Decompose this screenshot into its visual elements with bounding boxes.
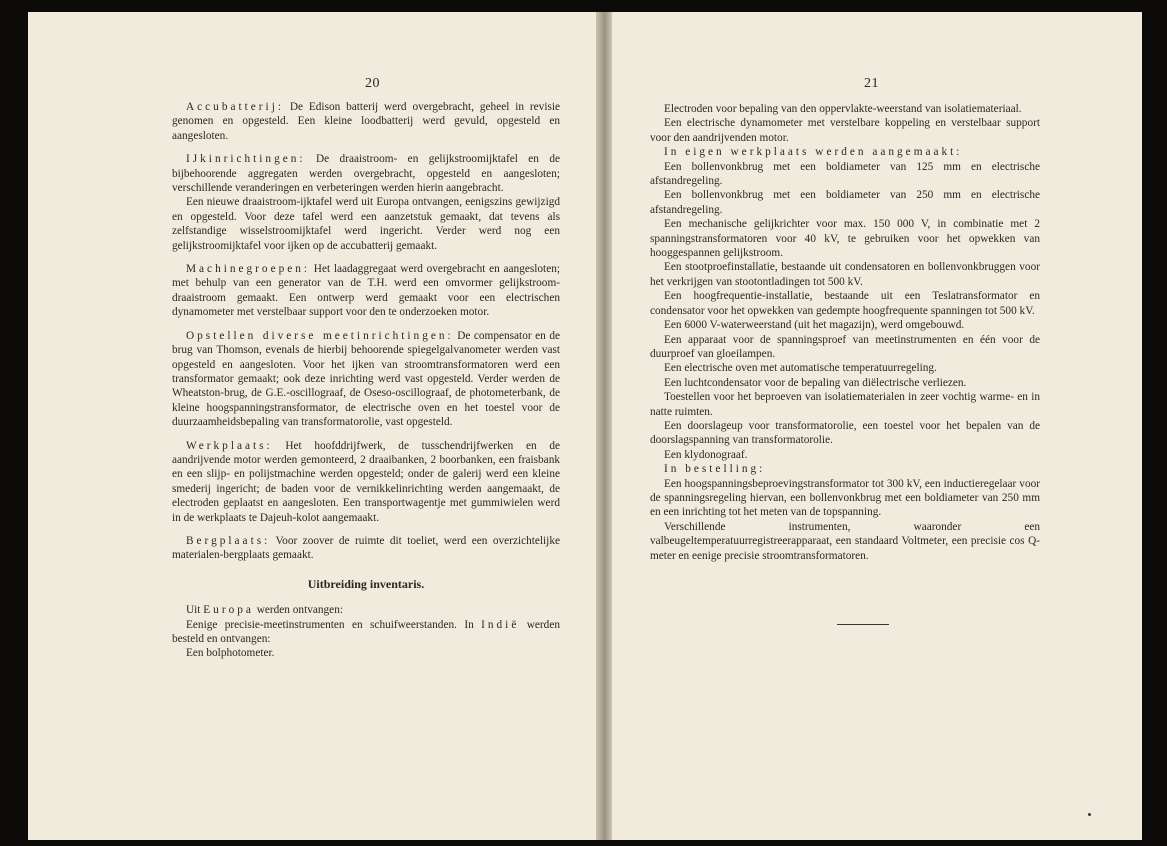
page-number: 21 bbox=[864, 76, 879, 91]
list-line: Een luchtcondensator voor de bepaling van diëlectrische verliezen. bbox=[664, 376, 967, 389]
list-line: Een klydonograaf. bbox=[664, 448, 748, 461]
list-line: Een bollenvonkbrug met een boldiameter van 125 mm en electrische afstandregeling. bbox=[650, 160, 1040, 188]
list-subheading: In bestelling: bbox=[664, 463, 766, 476]
list-subheading: In eigen werkplaats werden aangemaakt: bbox=[664, 146, 963, 159]
left-page bbox=[28, 12, 596, 840]
paragraph-bergplaats: Bergplaats: Voor zoover de ruimte dit toeliet, werd een overzichtelijke materialen-bergplaats gemaakt. bbox=[172, 534, 560, 562]
paragraph-ijkinrichtingen: IJkinrichtingen: De draaistroom- en gelijkstroomijktafel en de bijbehoorende aggregaten werden overgebracht, opgesteld en aangesloten; verschillende veranderingen en verbeteringen werden hierin aangebracht. bbox=[172, 153, 561, 195]
list-line: Een electrische oven met automatische temperatuurregeling. bbox=[664, 362, 937, 375]
list-line: Een electrische dynamometer met verstelbare koppeling en verstelbaar support voor den aandrijvenden motor. bbox=[650, 117, 1040, 144]
page-number: 20 bbox=[365, 76, 380, 91]
list-line: Een apparaat voor de spanningsproef van meetinstrumenten en één voor de duurproef van gloeilampen. bbox=[650, 333, 1040, 360]
paragraph-meetinrichtingen: Opstellen diverse meetinrichtingen: De compensator en de brug van Thomson, evenals de hierbij behoorende spiegelgalvanometer werden vast opgesteld en aangesloten. Voor het ijken van stroomtransformatoren werd een transformator gemaakt; ook deze inrichting werd vast opgesteld. Verder werden de Wheatston-brug, de G.E.-oscillograaf, de Oseso-oscillograaf, de photometerbank, de kleine hoogspanningstransformator, de electrische oven en het toestel voor de duurzaamheidsbepaling van transformatorolie, vast opgesteld. bbox=[172, 329, 560, 429]
paragraph-machinegroepen: Machinegroepen: Het laadaggregaat werd overgebracht en aangesloten; met behulp van een generator van de T.H. werd een omvormer gelijkstroom-draaistroom gemaakt. Een ontwerp werd gemaakt voor een electrischen dynamometer met verstelbaar support voor den te onderzoeken motor. bbox=[172, 263, 560, 319]
left-column bbox=[172, 100, 560, 661]
list-line: Toestellen voor het beproeven van isolatiematerialen in zeer vochtig warme- en in natte ruimten. bbox=[650, 391, 1040, 418]
inventory-line: Een bolphotometer. bbox=[186, 647, 275, 660]
inventory-line: Eenige precisie-meetinstrumenten en schuifweerstanden. In Indië werden besteld en ontvangen: bbox=[172, 618, 560, 645]
right-page bbox=[612, 12, 1142, 840]
list-line: Een hoogspanningsbeproevingstransformator tot 300 kV, een inductieregelaar voor de spanningsregeling hiervan, een bollenvonkbrug met een boldiameter van 250 mm en een inrichting tot het meten van de topspanning. bbox=[650, 477, 1040, 519]
section-heading: Uitbreiding inventaris. bbox=[307, 576, 425, 591]
list-line: Een mechanische gelijkrichter voor max. 150 000 V, in combinatie met 2 spanningstransformatoren voor 40 kV, te gebruiken voor het opwekken van hooggespannen gelijkstroom. bbox=[650, 218, 1040, 260]
right-column bbox=[650, 102, 1040, 563]
list-line: Een hoogfrequentie-installatie, bestaande uit een Teslatransformator en condensator voor het opwekken van gedempte hoogfrequente spanningen tot 500 kV. bbox=[650, 290, 1040, 317]
paragraph-accubatterij: Accubatterij: De Edison batterij werd overgebracht, geheel in revisie genomen en opgesteld. Een kleine loodbatterij werd gevuld, opgesteld en aangesloten. bbox=[172, 101, 561, 142]
paragraph-werkplaats: Werkplaats: Het hoofddrijfwerk, de tusschendrijfwerken en de aandrijvende motor werden gemonteerd, 2 draaibanken, 2 boorbanken, een fraisbank en een slijp- en polijstmachine werden opgesteld; onder de galerij werd een kleine smederij ingericht; de baden voor de vernikkelinrichting werden aangemaakt, de electroden geplaatst en aangesloten. Een transportwagentje met gummiwielen werd in de werkplaats te Dajeuh-kolot aangemaakt. bbox=[172, 439, 560, 524]
inventory-line: Uit Europa werden ontvangen: bbox=[186, 604, 343, 617]
list-line: Electroden voor bepaling van den oppervlakte-weerstand van isolatiemateriaal. bbox=[664, 103, 1022, 115]
list-line: Verschillende instrumenten, waaronder een valbeugeltemperatuurregistreerapparaat, een standaard Voltmeter, een precisie cos Q-meter en eenige precisie stroomtransformatoren. bbox=[650, 520, 1040, 562]
list-line: Een doorslageup voor transformatorolie, een toestel voor het bepalen van de doorslagspanning van transformatorolie. bbox=[650, 419, 1040, 447]
end-rule bbox=[837, 624, 889, 625]
book-spread bbox=[28, 12, 1142, 840]
list-line: Een 6000 V-waterweerstand (uit het magazijn), werd omgebouwd. bbox=[664, 319, 965, 332]
list-line: Een stootproefinstallatie, bestaande uit condensatoren en bollenvonkbruggen voor het verkrijgen van stootontladingen tot 500 kV. bbox=[650, 261, 1040, 288]
list-line: Een bollenvonkbrug met een boldiameter van 250 mm en electrische afstandregeling. bbox=[650, 189, 1040, 216]
paragraph-ijktafel: Een nieuwe draaistroom-ijktafel werd uit Europa ontvangen, eenigszins gewijzigd en opgesteld. Voor deze tafel werd een aanzetstuk gemaakt, dat tevens als zelfstandige wisselstroomijktafel werd ingericht. Verder werd nog een gelijkstroomijktafel voor ijken op de accubatterij gemaakt. bbox=[172, 196, 560, 252]
book-gutter bbox=[596, 12, 612, 840]
page-mark bbox=[1088, 813, 1091, 816]
